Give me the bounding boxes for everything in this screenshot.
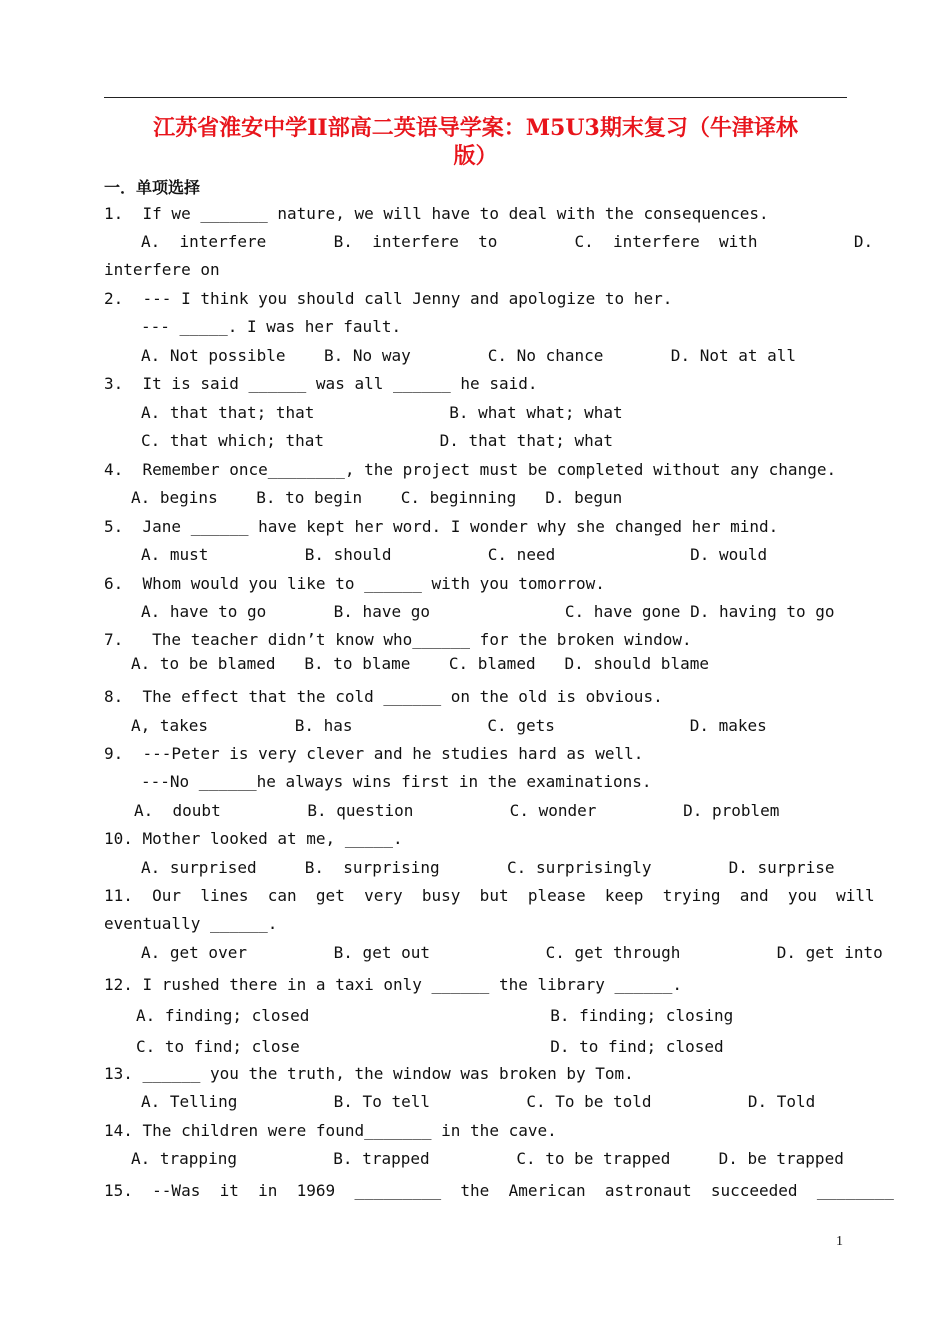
text-line: A. must B. should C. need D. would: [141, 545, 768, 564]
text-line: A. surprised B. surprising C. surprisingly D. surprise: [141, 858, 835, 877]
text-line: 10. Mother looked at me, _____.: [104, 829, 403, 848]
section-heading: 一．单项选择: [104, 178, 201, 197]
text-line: ---No ______he always wins first in the examinations.: [141, 772, 652, 791]
text-line: A. begins B. to begin C. beginning D. begun: [131, 488, 623, 507]
text-line: A. trapping B. trapped C. to be trapped D. be trapped: [131, 1149, 844, 1168]
text-line: 14. The children were found_______ in the cave.: [104, 1121, 557, 1140]
text-line: A. finding; closed B. finding; closing: [136, 1006, 734, 1025]
text-line: 4. Remember once________, the project must be completed without any change.: [104, 460, 837, 479]
text-line: A. Not possible B. No way C. No chance D. Not at all: [141, 346, 797, 365]
text-line: 12. I rushed there in a taxi only ______ the library ______.: [104, 975, 682, 994]
text-line: A, takes B. has C. gets D. makes: [131, 716, 767, 735]
text-line: A. have to go B. have go C. have gone D. having to go: [141, 602, 835, 621]
text-line: 7. The teacher didn’t know who______ for the broken window.: [104, 630, 692, 649]
text-line: 11. Our lines can get very busy but please keep trying and you will: [104, 886, 875, 905]
text-line: --- _____. I was her fault.: [141, 317, 402, 336]
text-line: A. Telling B. To tell C. To be told D. Told: [141, 1092, 816, 1111]
text-line: eventually ______.: [104, 914, 278, 933]
text-line: 5. Jane ______ have kept her word. I wonder why she changed her mind.: [104, 517, 779, 536]
page-number: 1: [836, 1234, 843, 1249]
header-rule: [104, 97, 847, 98]
text-line: A. doubt B. question C. wonder D. problem: [134, 801, 780, 820]
text-line: A. interfere B. interfere to C. interfere with D.: [141, 232, 874, 251]
text-line: 6. Whom would you like to ______ with you tomorrow.: [104, 574, 605, 593]
title-line-2: 版）: [453, 143, 498, 169]
text-line: C. that which; that D. that that; what: [141, 431, 614, 450]
text-line: C. to find; close D. to find; closed: [136, 1037, 724, 1056]
text-line: 9. ---Peter is very clever and he studies hard as well.: [104, 744, 644, 763]
document-title: [104, 114, 847, 170]
text-line: A. to be blamed B. to blame C. blamed D. should blame: [131, 654, 709, 673]
text-line: A. get over B. get out C. get through D. get into: [141, 943, 883, 962]
text-line: 3. It is said ______ was all ______ he said.: [104, 374, 538, 393]
title-line-1: 江苏省淮安中学II部高二英语导学案：M5U3期末复习（牛津译林: [153, 115, 798, 141]
text-line: 1. If we _______ nature, we will have to deal with the consequences.: [104, 204, 769, 223]
text-line: 2. --- I think you should call Jenny and apologize to her.: [104, 289, 673, 308]
text-line: 15. --Was it in 1969 _________ the American astronaut succeeded ________: [104, 1181, 894, 1200]
text-line: interfere on: [104, 260, 220, 279]
text-line: 8. The effect that the cold ______ on the old is obvious.: [104, 687, 663, 706]
text-line: 13. ______ you the truth, the window was broken by Tom.: [104, 1064, 634, 1083]
text-line: A. that that; that B. what what; what: [141, 403, 623, 422]
